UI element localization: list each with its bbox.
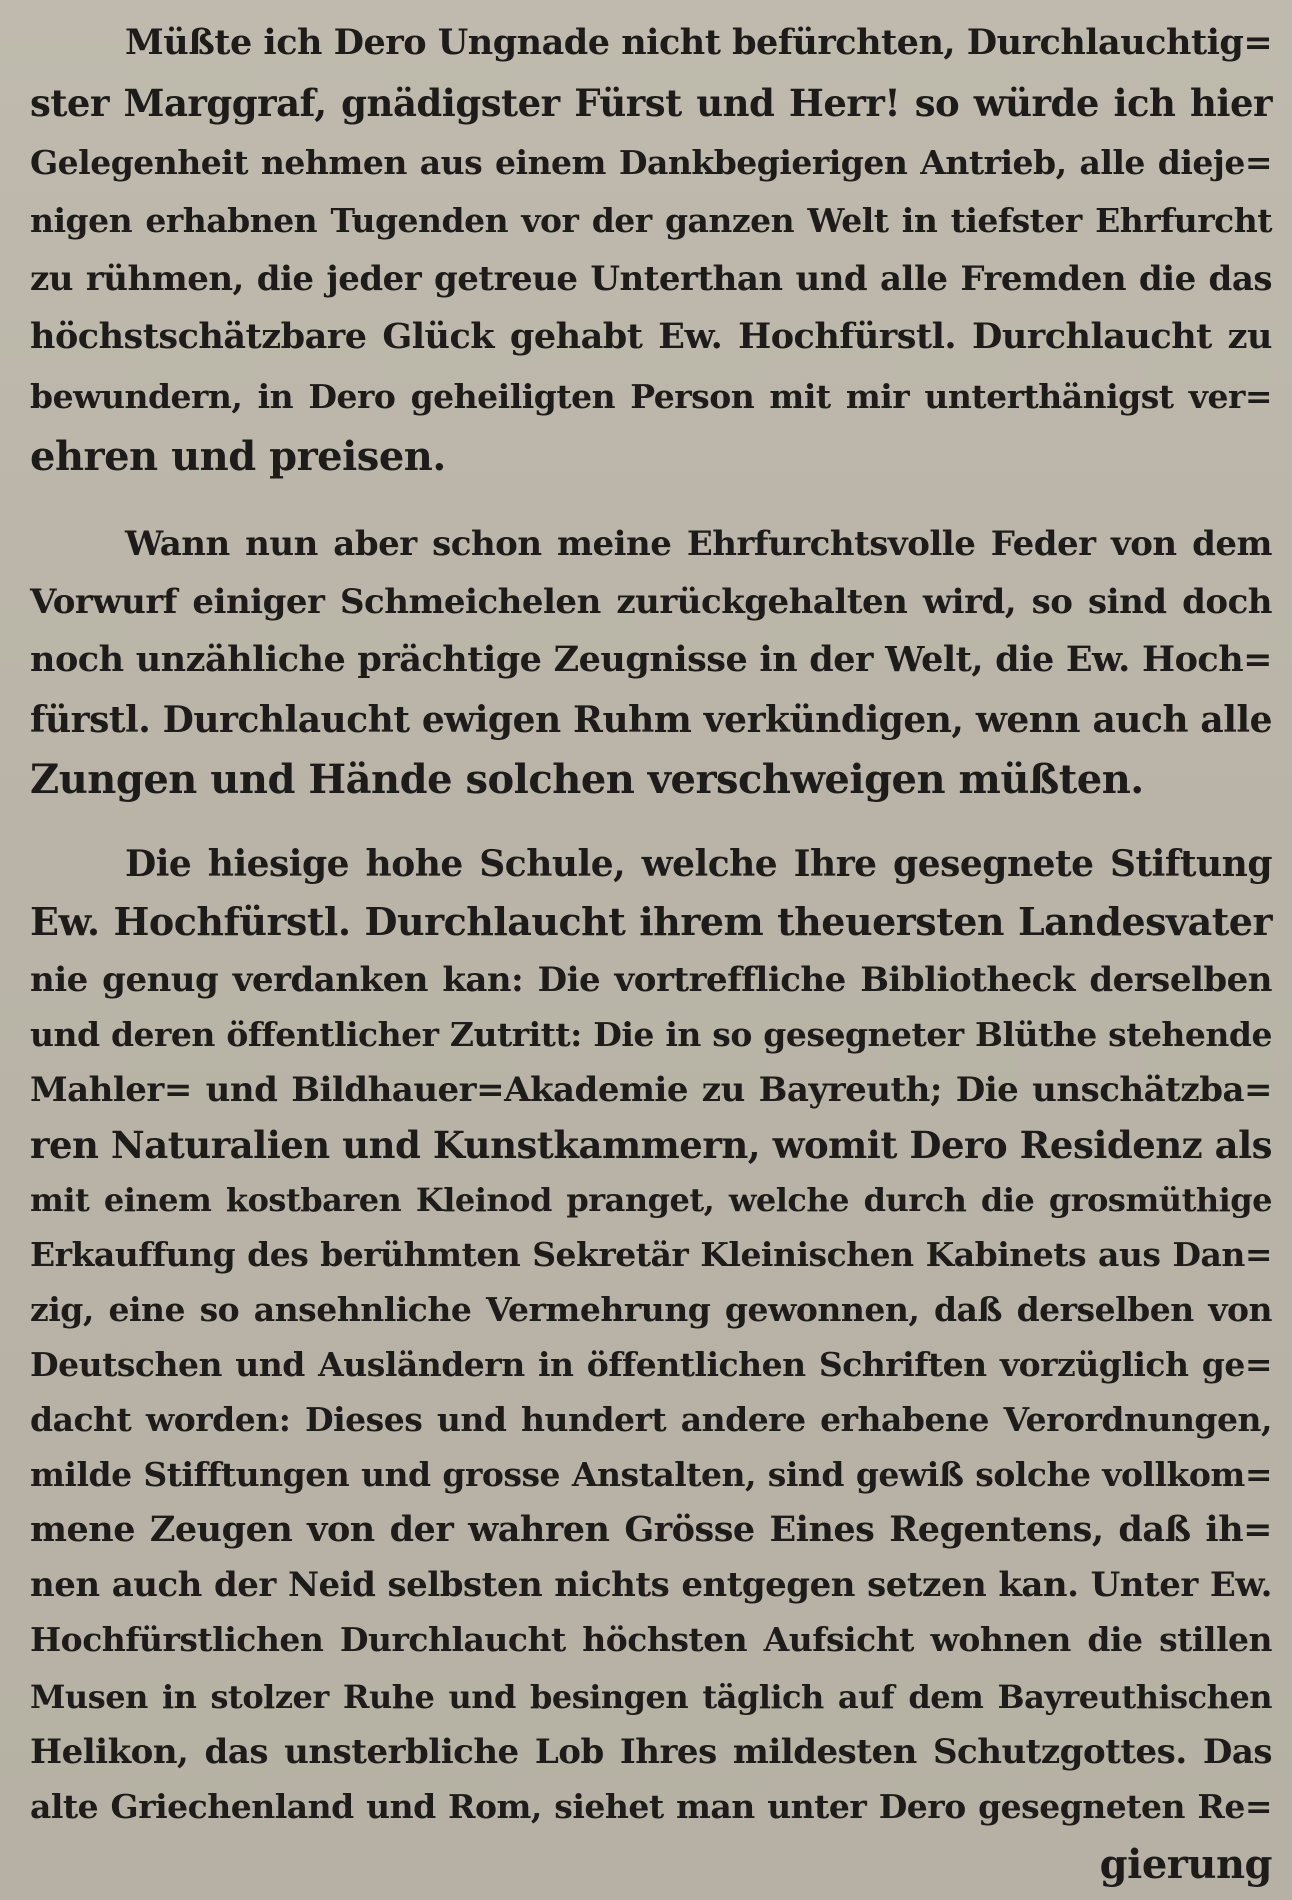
paragraph-3-line-2: Ew. Hochfürstl. Durchlaucht ihrem theuersten Landesvater xyxy=(30,899,1272,944)
paragraph-3-line-6: ren Naturalien und Kunstkammern, womit Dero Residenz als xyxy=(30,1123,1272,1167)
paragraph-3-line-5: Mahler= und Bildhauer=Akademie zu Bayreuth; Die unschätzba= xyxy=(30,1070,1272,1110)
paragraph-2-line-4: fürstl. Durchlaucht ewigen Ruhm verkündigen, wenn auch alle xyxy=(30,699,1272,741)
paragraph-3-line-18: alte Griechenland und Rom, siehet man unter Dero gesegneten Re= xyxy=(30,1787,1272,1826)
paragraph-3-line-12: milde Stifftungen und grosse Anstalten, sind gewiß solche vollkom= xyxy=(30,1455,1272,1494)
paragraph-3-line-15: Hochfürstlichen Durchlaucht höchsten Aufsicht wohnen die stillen xyxy=(30,1620,1272,1659)
paragraph-3-line-7: mit einem kostbaren Kleinod pranget, welche durch die grosmüthige xyxy=(30,1181,1272,1219)
paragraph-2-line-1: Wann nun aber schon meine Ehrfurchtsvolle Feder von dem xyxy=(125,524,1272,564)
paragraph-3-line-8: Erkauffung des berühmten Sekretär Kleinischen Kabinets aus Dan= xyxy=(30,1235,1272,1274)
paragraph-3-line-4: und deren öffentlicher Zutritt: Die in so gesegneter Blüthe stehende xyxy=(30,1015,1272,1054)
paragraph-2-line-3: noch unzähliche prächtige Zeugnisse in der Welt, die Ew. Hoch= xyxy=(30,639,1272,680)
paragraph-3-line-14: nen auch der Neid selbsten nichts entgegen setzen kan. Unter Ew. xyxy=(30,1565,1272,1605)
paragraph-3-line-17: Helikon, das unsterbliche Lob Ihres mildesten Schutzgottes. Das xyxy=(30,1732,1272,1772)
paragraph-3-line-9: zig, eine so ansehnliche Vermehrung gewonnen, daß derselben von xyxy=(30,1290,1272,1329)
paragraph-1-line-2: ster Marggraf, gnädigster Fürst und Herr! so würde ich hier xyxy=(30,81,1272,125)
paragraph-2-line-5: Zungen und Hände solchen verschweigen müßten. xyxy=(30,756,1144,803)
paragraph-1-line-8: ehren und preisen. xyxy=(30,433,446,480)
paragraph-1-line-6: höchstschätzbare Glück gehabt Ew. Hochfürstl. Durchlaucht zu xyxy=(30,316,1272,357)
paragraph-1-line-3: Gelegenheit nehmen aus einem Dankbegierigen Antrieb, alle dieje= xyxy=(30,143,1272,182)
paragraph-1-line-1: Müßte ich Dero Ungnade nicht befürchten, Durchlauchtig= xyxy=(125,22,1273,63)
paragraph-3-line-13: mene Zeugen von der wahren Grösse Eines Regentens, daß ih= xyxy=(30,1509,1272,1550)
paragraph-3-line-19: gierung xyxy=(1099,1841,1272,1888)
paragraph-1-line-4: nigen erhabnen Tugenden vor der ganzen Welt in tiefster Ehrfurcht xyxy=(30,201,1272,240)
paragraph-3-line-16: Musen in stolzer Ruhe und besingen täglich auf dem Bayreuthischen xyxy=(30,1678,1272,1716)
paragraph-3-line-11: dacht worden: Dieses und hundert andere erhabene Verordnungen, xyxy=(30,1400,1272,1439)
paragraph-3-line-1: Die hiesige hohe Schule, welche Ihre gesegnete Stiftung xyxy=(125,843,1272,885)
paragraph-1-line-7: bewundern, in Dero geheiligten Person mit mir unterthänigst ver= xyxy=(30,377,1272,416)
paragraph-3-line-3: nie genug verdanken kan: Die vortreffliche Bibliotheck derselben xyxy=(30,960,1272,1000)
paragraph-1-line-5: zu rühmen, die jeder getreue Unterthan und alle Fremden die das xyxy=(30,259,1272,299)
paragraph-2-line-2: Vorwurf einiger Schmeichelen zurückgehalten wird, so sind doch xyxy=(30,582,1272,622)
paragraph-3-line-10: Deutschen und Ausländern in öffentlichen Schriften vorzüglich ge= xyxy=(30,1345,1272,1384)
